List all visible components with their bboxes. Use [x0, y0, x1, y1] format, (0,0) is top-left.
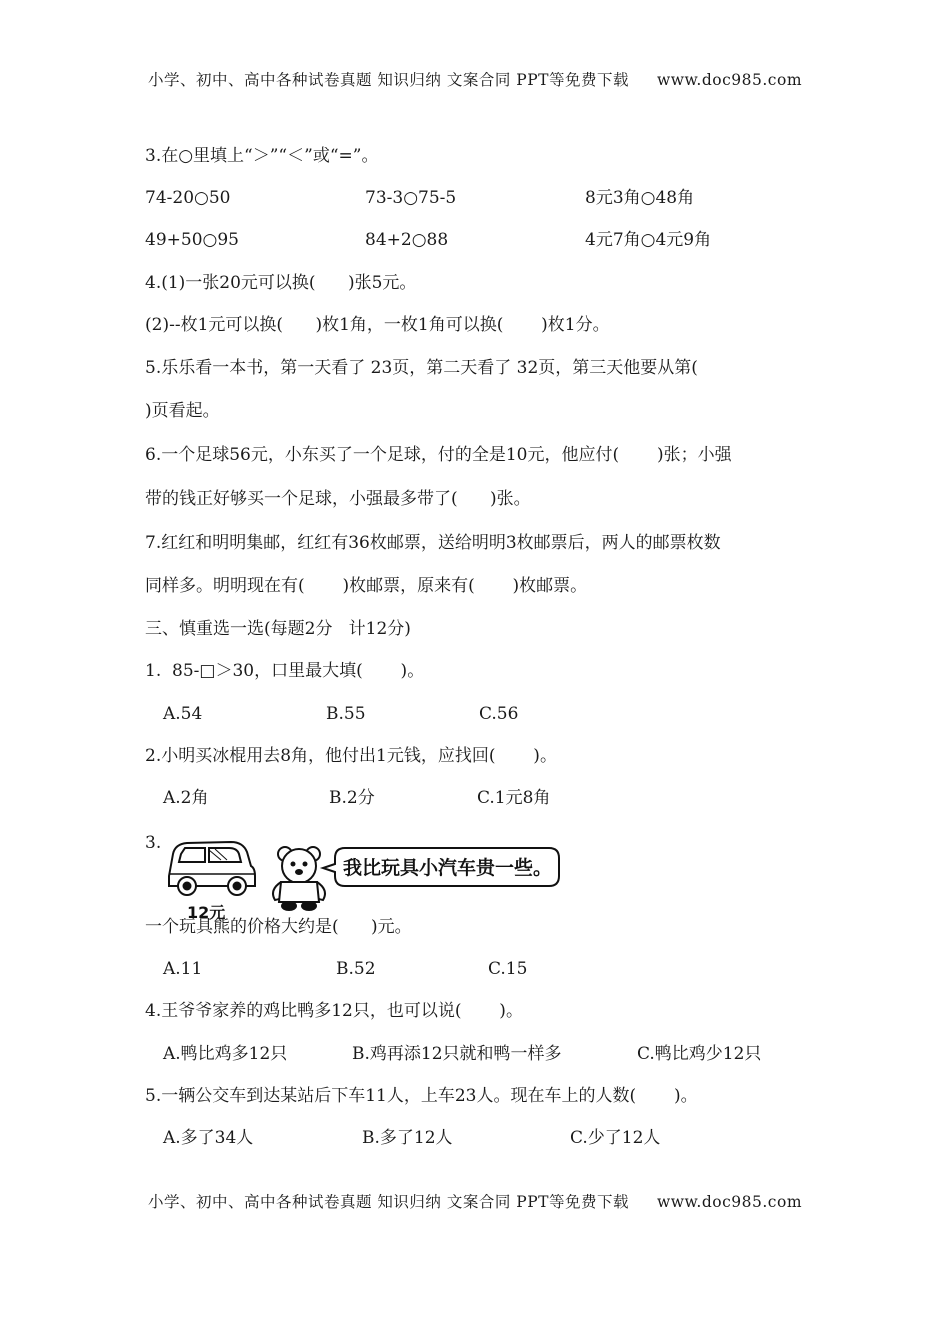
toy-car-bear-illustration: [163, 836, 563, 922]
q3-r2-c3: 4元7角○4元9角: [585, 230, 712, 250]
mc4-option-c: C.鸭比鸡少12只: [637, 1044, 762, 1064]
q3-r2-c2: 84+2○88: [365, 230, 449, 250]
speech-bubble-text: 我比玩具小汽车贵一些。: [343, 857, 553, 879]
q3-r2-c1: 49+50○95: [145, 230, 239, 250]
q3-r1-c3: 8元3角○48角: [585, 188, 695, 208]
mc4-option-a: A.鸭比鸡多12只: [163, 1044, 288, 1064]
mc4-option-b: B.鸡再添12只就和鸭一样多: [352, 1044, 562, 1064]
mc1-option-b: B.55: [326, 704, 366, 724]
q3-r1-c2: 73-3○75-5: [365, 188, 457, 208]
section3-title: 三、慎重选一选(每题2分 计12分): [145, 619, 411, 639]
mc2-question: 2.小明买冰棍用去8角，他付出1元钱，应找回( )。: [145, 746, 557, 766]
q5-line1: 5.乐乐看一本书，第一天看了 23页，第二天看了 32页，第三天他要从第(: [145, 358, 698, 378]
footer-text: 小学、初中、高中各种试卷真题 知识归纳 文案合同 PPT等免费下载: [147, 1193, 629, 1211]
toy-car-icon: [169, 842, 255, 895]
q4-line2: (2)--枚1元可以换( )枚1角，一枚1角可以换( )枚1分。: [145, 315, 610, 335]
mc3-option-b: B.52: [336, 959, 376, 979]
mc3-number: 3.: [145, 833, 162, 853]
q5-line2: )页看起。: [145, 401, 220, 421]
mc3-option-a: A.11: [163, 959, 203, 979]
mc5-question: 5.一辆公交车到达某站后下车11人，上车23人。现在车上的人数( )。: [145, 1086, 698, 1106]
mc3-question: 一个玩具熊的价格大约是( )元。: [145, 917, 412, 937]
q7-line2: 同样多。明明现在有( )枚邮票，原来有( )枚邮票。: [145, 576, 588, 596]
mc1-question: 1. 85-□＞30，口里最大填( )。: [145, 661, 425, 681]
mc2-option-c: C.1元8角: [477, 788, 551, 808]
q6-line2: 带的钱正好够买一个足球，小强最多带了( )张。: [145, 489, 531, 509]
q6-line1: 6.一个足球56元，小东买了一个足球，付的全是10元，他应付( )张；小强: [145, 445, 732, 465]
mc5-option-c: C.少了12人: [570, 1128, 661, 1148]
footer-site: www.doc985.com: [656, 1193, 803, 1211]
page-header: [0, 68, 950, 90]
mc2-option-b: B.2分: [329, 788, 375, 808]
mc5-option-a: A.多了34人: [163, 1128, 254, 1148]
toy-bear-icon: [273, 847, 325, 910]
q3-r1-c1: 74-20○50: [145, 188, 231, 208]
car-price-label: 12元: [187, 903, 226, 922]
header-text: 小学、初中、高中各种试卷真题 知识归纳 文案合同 PPT等免费下载: [147, 71, 629, 89]
q4-line1: 4.(1)一张20元可以换( )张5元。: [145, 273, 417, 293]
q3-title: 3.在○里填上“＞”“＜”或“=”。: [145, 146, 379, 166]
mc4-question: 4.王爷爷家养的鸡比鸭多12只，也可以说( )。: [145, 1001, 523, 1021]
q7-line1: 7.红红和明明集邮，红红有36枚邮票，送给明明3枚邮票后，两人的邮票枚数: [145, 533, 721, 553]
mc2-option-a: A.2角: [163, 788, 209, 808]
mc3-option-c: C.15: [488, 959, 528, 979]
page-footer: [0, 1190, 950, 1212]
mc1-option-c: C.56: [479, 704, 519, 724]
mc1-option-a: A.54: [163, 704, 203, 724]
mc5-option-b: B.多了12人: [362, 1128, 453, 1148]
header-site: www.doc985.com: [656, 71, 803, 89]
